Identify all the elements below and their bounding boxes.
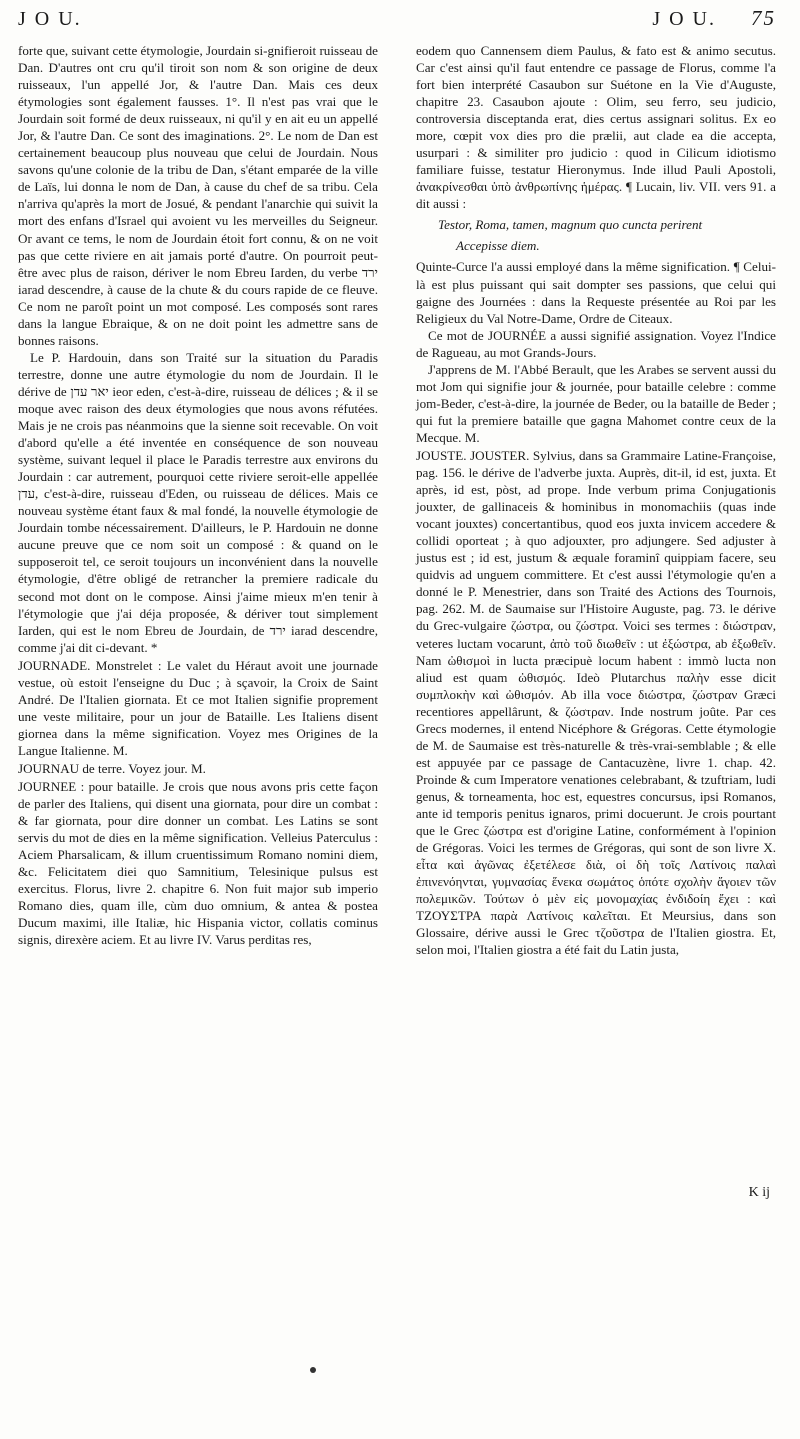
right-column: [416, 0, 776, 1439]
dictionary-entry: JOUSTE. JOUSTER. Sylvius, dans sa Grammaire Latine-Françoise, pag. 156. le dérive de l'adverbe juxta. Auprès, dit-il, id est, juxta. Et après, id est, pòst, ad prope. Inde verbum prima Conjugationis jouxter, de gallinaceis & hominibus in monomachiis (quas inde vocant jouxtes) concertantibus, quod eos juxta invicem accedere & collidi oporteat ; à quo adjouxter, pro adjungere. Sed adjuster à justus est ; id est, justum & æquale foraminî quippiam facere, seu quidvis ad unguem committere. Et c'est aussi l'étymologie qu'en a donné le P. Menestrier, dans son Traité des Actions des Tournois, pag. 262. M. de Saumaise sur l'Histoire Auguste, pag. 73. le dérive du Grec-vulgaire ζώστρα, ou ζώστρα. Voici ses termes : διώστραν, veteres luctam vocarunt, ἀπὸ τοῦ διωθεῖν : ut ἐξώστρα, ab ἐξωθεῖν. Nam ὠθισμοὶ in lucta præcipuè locum habent : immò lucta non aliud est quam ὠθισμός. Ideò Plutarchus παλὴν esse dicit συμπλοκὴν καὶ ὠθισμόν. Ab illa voce διώστρα, ζώστραν Græci recentiores appellârunt, & ζώστραν. Inde nostrum joûte. Par ces Grecs modernes, il entend Nicéphore & Grégoras. Cette étymologie de M. de Saumaise est très-naturelle & très-vrai-semblable ; & elle est appuyée par ce passage de Cantacuzène, livre 1. chap. 42. Proinde & cum Imperatore venationes celebrabant, & tzuftriam, ludi genus, & torneamenta, hoc est, equestres concursus, ipsi Romanos, ante id temporis penitus ignaros, primi docuerunt. Je crois pourtant que le Grec ζώστρα est d'origine Latine, conformément à l'opinion de Grégoras. Voici les termes de Grégoras, qui sont de son livre X. εἶτα καὶ ἀγῶνας ἐξετέλεσε διὰ, οἱ δὴ τοῖς Λατίνοις παλαὶ ἐπινενόηνται, γυμνασίας ἕνεκα σωμάτος ὁπότε σχολὴν ἄγοιεν τῶν πολεμικῶν. Τούτων ὁ μὲν εἰς μονομαχίας ἐνδιδοίη ἔχει : καὶ ΤΖΟΥΣΤΡΑ παρὰ Λατίνοις καλεῖται. Et Meursius, dans son Glossaire, dérive aussi le Grec τζοῦστρα de l'Italien giostra. Et, selon moi, l'Italien giostra a été fait du Latin justa,: [416, 447, 776, 958]
dictionary-entry: JOURNADE. Monstrelet : Le valet du Héraut avoit une journade vestue, où estoit l'enseigne du Duc ; à sçavoir, la Croix de Saint André. De l'Italien giornata. Et ce mot Italien signifie proprement une veste militaire, pour un jour de Bataille. Les Italiens disent giornea dans la même signification. Voyez mes Origines de la Langue Italienne. M.: [18, 657, 378, 758]
paragraph: forte que, suivant cette étymologie, Jourdain si-gnifieroit ruisseau de Dan. D'autres ont cru qu'il tiroit son nom & son origine de deux ruisseaux, l'un appellé Jor, & l'autre Dan. Mais ces deux étymologies sont également fausses. 1°. Il n'est pas vrai que le Jourdain soit formé de deux ruisseaux, ni qu'il y en ait eu un appellé Jor, & l'autre Dan. Ce sont des imaginations. 2°. Le nom de Dan est certainement beaucoup plus nouveau que celui de Jourdain. Nous savons qu'une colonie de la tribu de Dan, s'étant emparée de la ville de Laïs, lui donna le nom de Dan, à cause du chef de sa tribu. Cela n'arriva qu'après la mort de Josué, & pendant l'anarchie qui suivit la mort des enfans d'Israel qui avoient vu les merveilles du Seigneur. Or avant ce tems, le nom de Jourdain étoit fort connu, & on ne voit pas que cette riviere en ait jamais porté d'autre. On pourroit peut-être avec plus de raison, dériver le nom Ebreu Iarden, du verbe ירד iarad descendre, à cause de la chute & du cours rapide de ce fleuve. Ce nom ne paroît point un mot composé. Les composés sont rares dans la langue Ebraique, & on ne doit point les admettre sans de bonnes raisons.: [18, 43, 378, 348]
dictionary-entry: JOURNAU de terre. Voyez jour. M.: [18, 760, 206, 776]
ink-dot-mark: [310, 1367, 316, 1373]
left-column: [18, 0, 378, 1439]
paragraph: Ce mot de JOURNÉE a aussi signifié assignation. Voyez l'Indice de Ragueau, au mot Grands-Jours.: [416, 327, 776, 360]
left-column-text: [18, 42, 378, 948]
running-head-left: [18, 0, 378, 42]
dictionary-entry: JOURNEE : pour bataille. Je crois que nous avons pris cette façon de parler des Italiens, qui disent una giornata, pour dire un combat : & far giornata, pour dire donner un combat. Les Latins se sont servis du mot de dies en la même signification. Velleius Paterculus : Aciem Pharsalicam, & illum cruentissimum Romano nomini diem, &c. Felicitatem diei quo Samnitium, Telesinique pulsus est exercitus. Florus, livre 2. chapitre 6. Non fuit major sub imperio Romano dies, quam ille, cùm duo omnium, & antea & postea Ducum maximi, ille Italiæ, hic Hispania victor, collatis cominus signis, direxère aciem. Et au livre IV. Varus perditas res,: [18, 779, 378, 948]
verse-line: Testor, Roma, tamen, magnum quo cuncta perirent: [438, 217, 703, 233]
right-column-text: [416, 42, 776, 958]
right-head-text: J O U.: [652, 8, 716, 30]
catchword: K ij: [748, 1185, 770, 1200]
left-head-text: J O U.: [18, 8, 82, 30]
running-head-right: [416, 0, 776, 42]
verse-line: Accepisse diem.: [456, 238, 540, 254]
paragraph: Le P. Hardouin, dans son Traité sur la situation du Paradis terrestre, donne une autre étymologie du nom de Jourdain. Il le dérive de יאר עדן ieor eden, c'est-à-dire, ruisseau de délices ; & il se moque avec raison des deux étymologies que nous avons réfutées. Mais je ne crois pas néanmoins que la sienne soit recevable. On voit d'abord qu'elle a été inventée en conséquence de son nouveau système, suivant lequel il place le Paradis terrestre aux environs du Jourdain : car autrement, pourquoi cette riviere seroit-elle appellée עדן, c'est-à-dire, ruisseau d'Eden, ou ruisseau de délices. Mais ce nouveau système étant faux & mal fondé, la nouvelle étymologie de Jourdain tombe nécessairement. D'ailleurs, le P. Hardouin ne donne aucune preuve que ce nom soit un composé : & quand on le supposeroit tel, ce seroit toujours un inconvénient dans la nouvelle étymologie, d'être obligé de retrancher la premiere radicale du second mot dont on le compose. Ainsi j'aime mieux m'en tenir à l'étymologie que j'ai déja proposée, & dériver tout simplement Iarden, qui est le nom Ebreu de Jourdain, de ירד iarad descendre, comme j'ai dit ci-devant. *: [18, 349, 378, 655]
paragraph: eodem quo Cannensem diem Paulus, & fato est & animo secutus. Car c'est ainsi qu'il faut entendre ce passage de Florus, comme l'a fort bien interprété Casaubon sur Suétone en la Vie d'Auguste, chapitre 23. Casaubon ajoute : Olim, seu ferro, seu judicio, controversia disceptanda erat, dies certus assignari solitus. Ex eo more, cœpit vox dies pro die prælii, aut clade ea die accepta, usurpari : & similiter pro judicio : quod in Cilicum idiotismo familiare fuisse, testatur Hieronymus. Inde illud Pauli Apostoli, ἀνακρίνεσθαι ὑπὸ ἀνθρωπίνης ἡμέρας. ¶ Lucain, liv. VII. vers 91. a dit aussi :: [416, 43, 776, 212]
paragraph: Quinte-Curce l'a aussi employé dans la même signification. ¶ Celui-là est plus puissant qui sait dompter ses passions, que celui qui gaigne des Journées : dans la Requeste présentée au Roi par les Religieux du Val Notre-Dame, Ordre de Citeaux.: [416, 259, 776, 326]
paragraph: J'apprens de M. l'Abbé Berault, que les Arabes se servent aussi du mot Jom qui signifie jour & journée, pour bataille celebre : comme jom-Beder, c'est-à-dire, la journée de Beder, ou la bataille de Beder ; qui fut la premiere bataille que gagna Mahomet contre ceux de la Mecque. M.: [416, 361, 776, 445]
page-number: 75: [751, 6, 776, 30]
